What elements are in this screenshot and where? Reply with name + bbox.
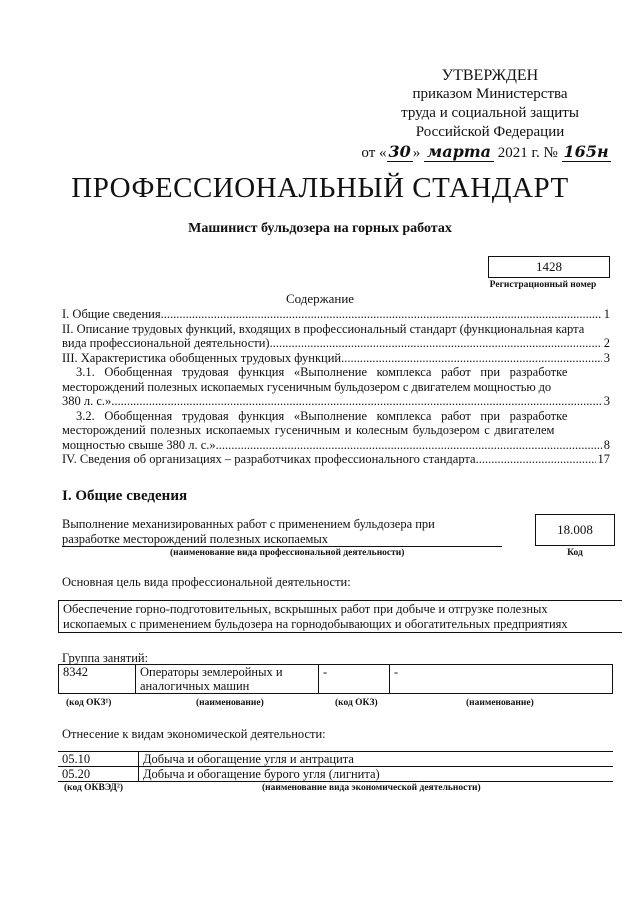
date-prefix: от «	[361, 145, 387, 161]
table-of-contents	[62, 307, 610, 467]
page-title: ПРОФЕССИОНАЛЬНЫЙ СТАНДАРТ	[71, 172, 569, 204]
okz-code-caption: (код ОКЗ)	[335, 698, 378, 708]
activity-name-line: Выполнение механизированных работ с применением бульдозера при	[62, 517, 435, 531]
okz-name-2: -	[390, 665, 613, 694]
toc-item-text: 380 л. с.»	[62, 394, 112, 408]
toc-item[interactable]	[62, 452, 610, 467]
toc-item-text: месторождений полезных ископаемых гусеничным и колесным бульдозером с двигателем	[62, 423, 555, 437]
goal-line: Обеспечение горно-подготовительных, вскрышных работ при добыче и отгрузке полезных	[63, 602, 548, 616]
date-year: 2021 г. №	[497, 145, 558, 161]
okz-name-caption: (наименование)	[466, 698, 534, 708]
toc-item-text[interactable]: II. Описание трудовых функций, входящих в профессиональный стандарт (функциональная карта	[62, 321, 585, 336]
registration-number-box: 1428	[488, 256, 610, 278]
approval-line-order: приказом Министерства	[412, 86, 568, 102]
approval-line-approved: УТВЕРЖДЕН	[441, 67, 539, 84]
okz-name-line: Операторы землеройных и	[140, 665, 283, 679]
date-day: 30	[388, 142, 411, 161]
activity-name-line: разработке месторождений полезных ископаемых	[62, 532, 502, 548]
activity-code-label: Код	[567, 548, 583, 558]
okved-name: Добыча и обогащение угля и антрацита	[139, 752, 614, 767]
toc-item-text: месторождений полезных ископаемых гусеничным бульдозером с двигателем мощностью до	[62, 379, 552, 394]
date-month: марта	[424, 142, 494, 162]
economic-activity-table	[58, 751, 613, 782]
okz-code-caption: (код ОКЗ¹)	[66, 698, 112, 708]
toc-item[interactable]	[62, 307, 610, 322]
toc-item-text: IV. Сведения об организациях – разработчиках профессионального стандарта	[62, 452, 476, 466]
toc-heading: Содержание	[285, 291, 355, 306]
table-row	[58, 767, 613, 782]
toc-item-page: 8	[603, 437, 610, 452]
standard-name: Машинист бульдозера на горных работах	[188, 221, 452, 236]
activity-name	[62, 517, 502, 547]
table-row	[59, 665, 613, 694]
toc-item-page: 1	[603, 307, 610, 321]
approval-block	[340, 66, 640, 163]
okved-code: 05.10	[58, 752, 139, 767]
okz-code: 8342	[59, 665, 136, 694]
approval-line-country: Российской Федерации	[415, 124, 565, 140]
goal-line: ископаемых с применением бульдозера на горнодобывающих и обогатительных предприятиях	[63, 616, 568, 631]
toc-item-text: мощностью свыше 380 л. с.»	[62, 437, 216, 452]
registration-number-label: Регистрационный номер	[489, 280, 597, 290]
order-number: 165н	[563, 142, 609, 161]
toc-item-text[interactable]: 3.1. Обобщенная трудовая функция «Выполнение комплекса работ при разработке	[76, 365, 568, 379]
okved-code-caption: (код ОКВЭД²)	[64, 783, 123, 793]
approval-date-line	[332, 142, 640, 163]
toc-item-page: 3	[603, 394, 610, 408]
group-label: Группа занятий:	[62, 651, 149, 665]
activity-caption: (наименование вида профессиональной деятельности)	[170, 548, 405, 558]
toc-item[interactable]	[62, 394, 610, 409]
toc-item-text: III. Характеристика обобщенных трудовых функций	[62, 350, 342, 365]
table-row	[58, 752, 613, 767]
okz-name	[136, 665, 319, 694]
toc-item-page: 3	[603, 350, 610, 365]
activity-code-box: 18.008	[535, 514, 615, 546]
approval-line-ministry: труда и социальной защиты	[401, 105, 579, 121]
okz-name-caption: (наименование)	[196, 698, 264, 708]
goal-label: Основная цель вида профессиональной деятельности:	[62, 575, 351, 589]
occupation-group-table	[58, 664, 613, 694]
okz-name-line: аналогичных машин	[140, 679, 250, 693]
toc-item-page: 17	[597, 452, 610, 466]
date-mid: »	[412, 145, 421, 161]
toc-item-text[interactable]: 3.2. Обобщенная трудовая функция «Выполнение комплекса работ при разработке	[76, 408, 568, 423]
toc-item-text: вида профессиональной деятельности)	[62, 336, 270, 350]
toc-item-text: I. Общие сведения	[62, 307, 161, 321]
toc-item[interactable]	[62, 351, 610, 366]
okved-code: 05.20	[58, 767, 139, 782]
toc-item[interactable]	[62, 438, 610, 453]
econ-label: Отнесение к видам экономической деятельности:	[62, 727, 326, 741]
okved-name-caption: (наименование вида экономической деятельности)	[262, 783, 481, 793]
toc-item[interactable]	[62, 336, 610, 351]
section-heading: I. Общие сведения	[62, 488, 188, 504]
goal-box	[58, 600, 622, 633]
okz-code-2: -	[319, 665, 390, 694]
okved-name: Добыча и обогащение бурого угля (лигнита)	[139, 767, 614, 782]
toc-item-page: 2	[603, 336, 610, 350]
